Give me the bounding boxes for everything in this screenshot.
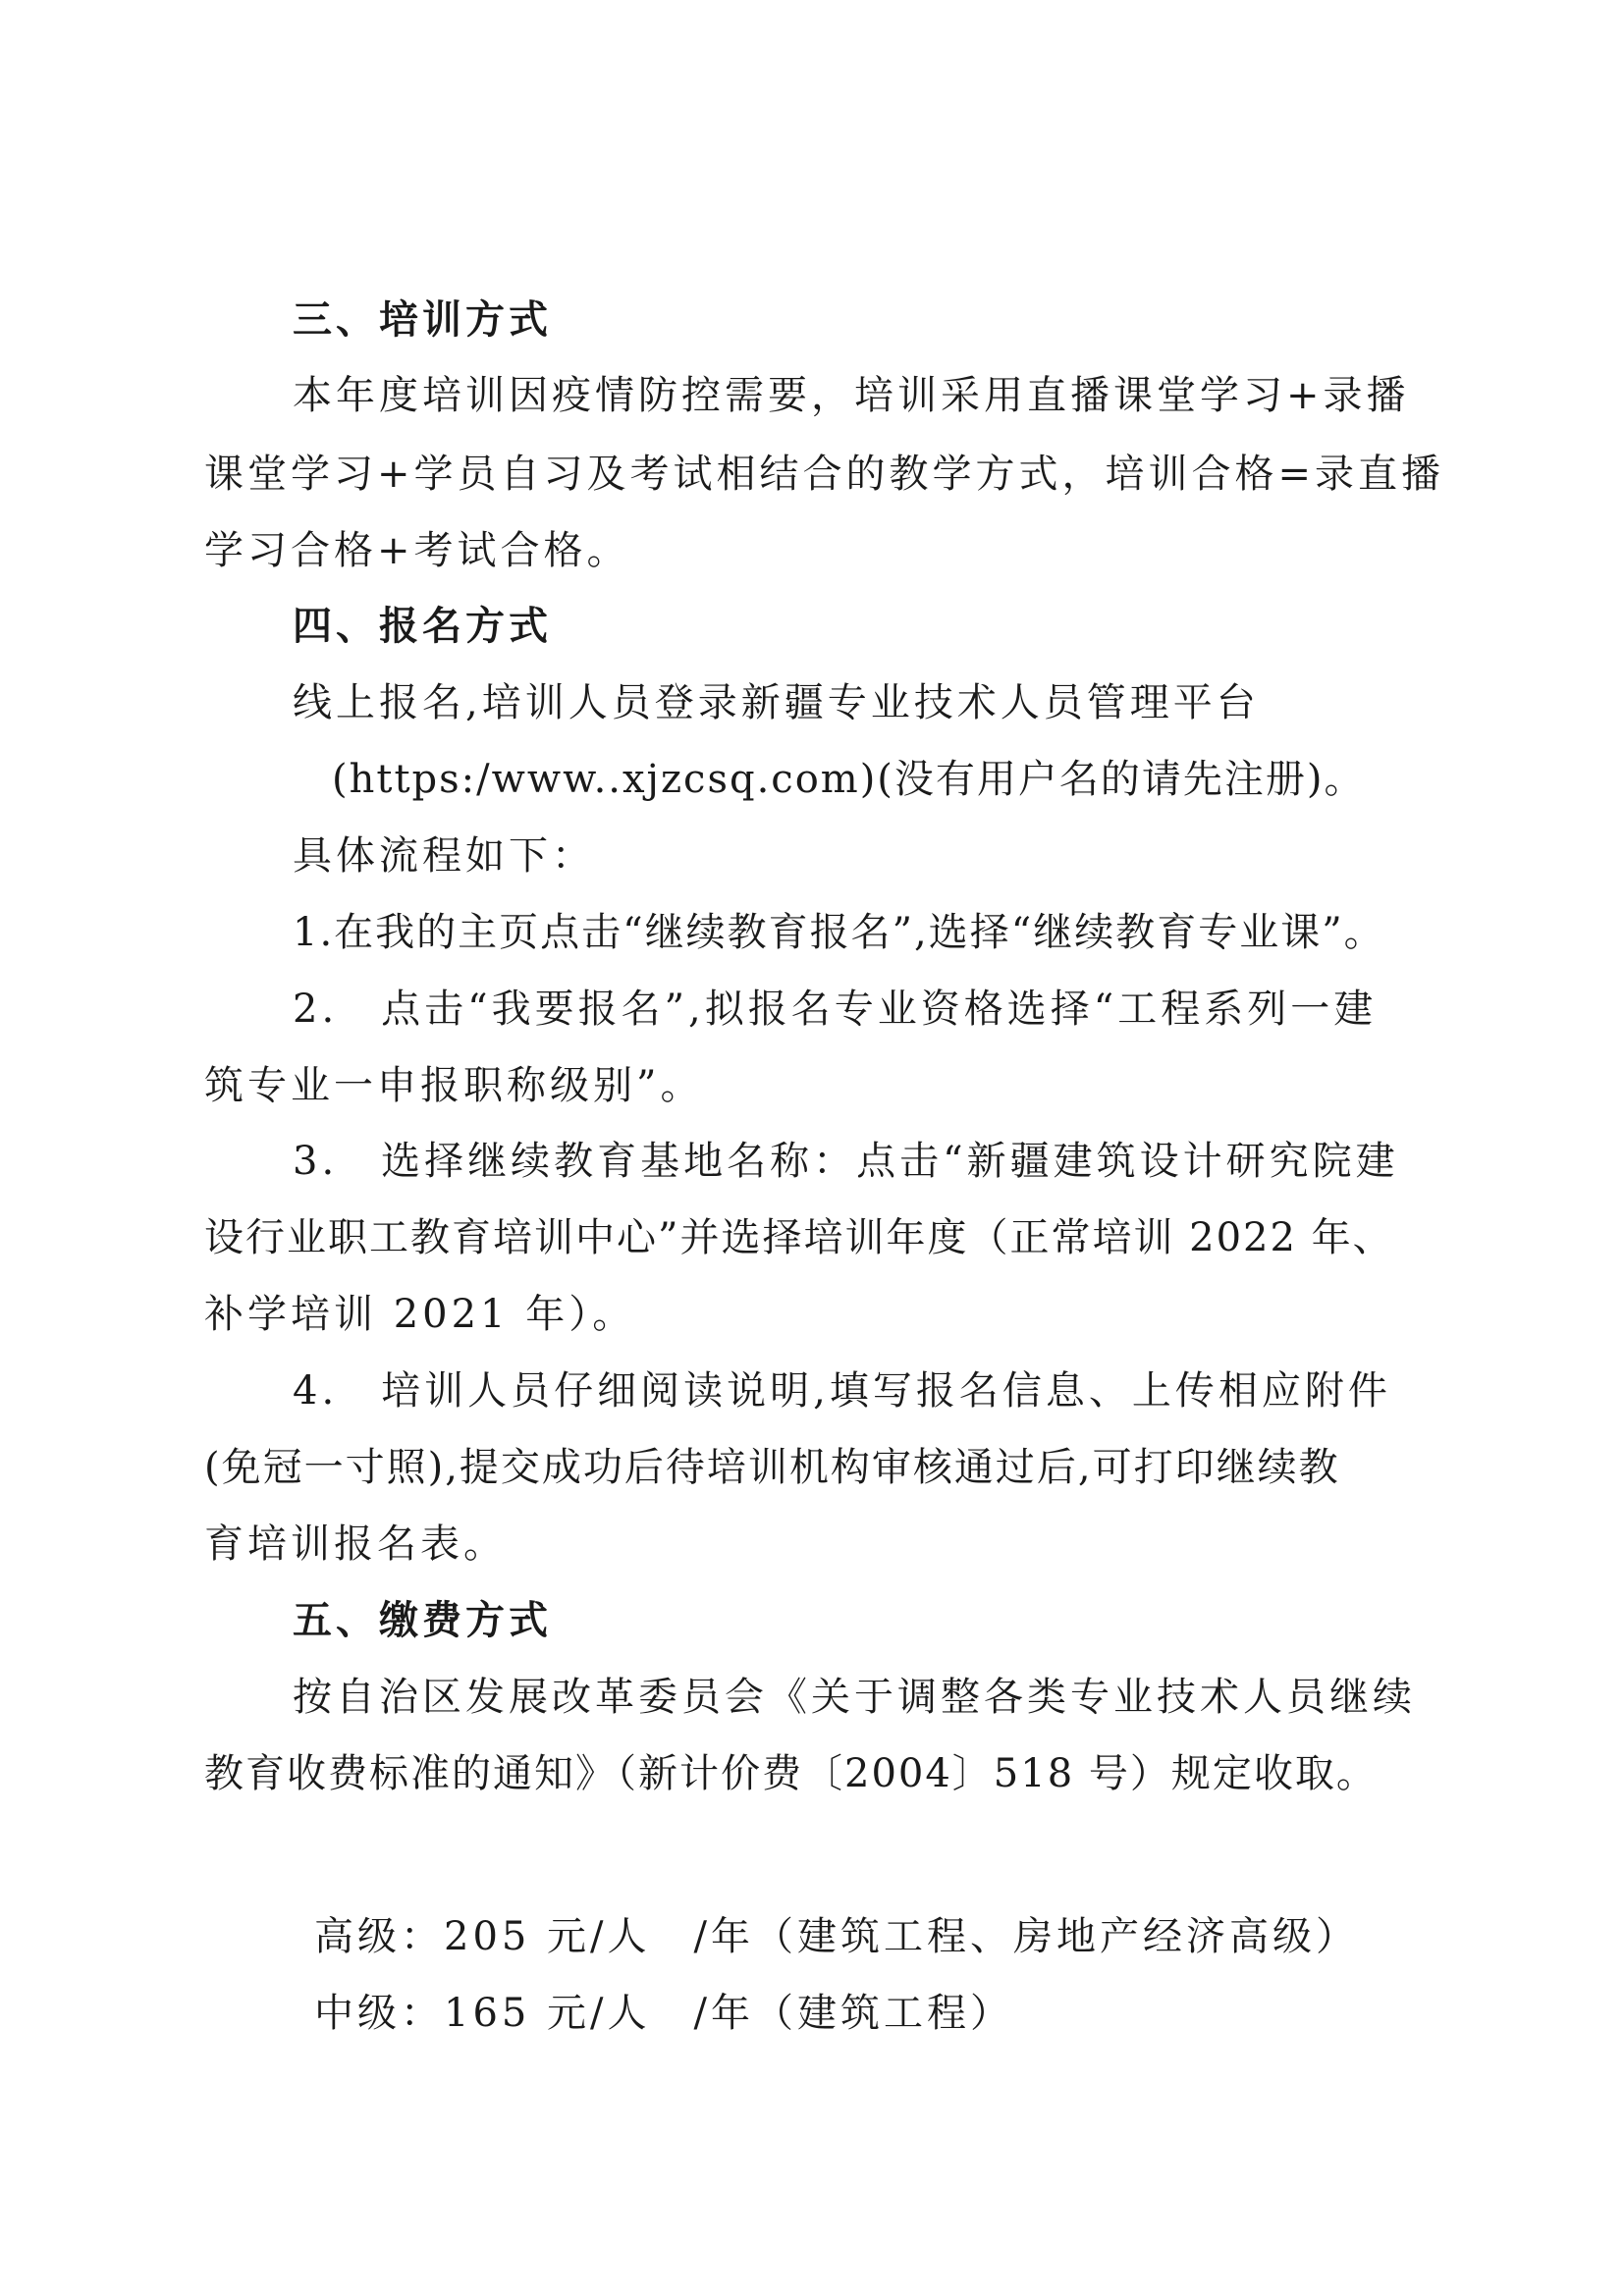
paragraph-line: 课堂学习+学员自习及考试相结合的教学方式，培训合格=录直播: [204, 452, 1445, 497]
step-1-line: 1.在我的主页点击“继续教育报名”,选择“继续教育专业课”。: [293, 910, 1385, 955]
step-2-line: 筑专业一申报职称级别”。: [204, 1063, 704, 1108]
section-heading-registration-method: 四、报名方式: [293, 604, 552, 649]
step-3-line: 补学培训 2021 年）。: [204, 1292, 636, 1337]
fee-senior-line: 高级：205 元/人 /年（建筑工程、房地产经济高级）: [314, 1914, 1360, 1959]
paragraph-line: 具体流程如下：: [293, 833, 595, 879]
step-4-line: 育培训报名表。: [204, 1522, 507, 1567]
paragraph-line: 本年度培训因疫情防控需要，培训采用直播课堂学习+录播: [293, 373, 1410, 418]
step-2-line: 2. 点击“我要报名”,拟报名专业资格选择“工程系列一建: [293, 987, 1378, 1032]
section-heading-payment-method: 五、缴费方式: [293, 1598, 552, 1643]
step-3-line: 设行业职工教育培训中心”并选择培训年度（正常培训 2022 年、: [204, 1215, 1394, 1260]
paragraph-line: 线上报名,培训人员登录新疆专业技术人员管理平台: [293, 680, 1260, 725]
platform-url-line: (https:/www..xjzcsq.com)(没有用户名的请先注册)。: [332, 757, 1366, 802]
fee-intermediate-line: 中级：165 元/人 /年（建筑工程）: [314, 1991, 1014, 2036]
paragraph-line: 学习合格+考试合格。: [204, 528, 630, 573]
section-heading-training-method: 三、培训方式: [293, 297, 552, 343]
paragraph-line: 按自治区发展改革委员会《关于调整各类专业技术人员继续: [293, 1675, 1416, 1720]
step-3-line: 3. 选择继续教育基地名称：点击“新疆建筑设计研究院建: [293, 1139, 1399, 1184]
paragraph-line: 教育收费标准的通知》（新计价费〔2004〕518 号）规定收取。: [204, 1751, 1378, 1796]
step-4-line: 4. 培训人员仔细阅读说明,填写报名信息、上传相应附件: [293, 1368, 1391, 1414]
step-4-line: (免冠一寸照),提交成功后待培训机构审核通过后,可打印继续教: [204, 1445, 1340, 1490]
